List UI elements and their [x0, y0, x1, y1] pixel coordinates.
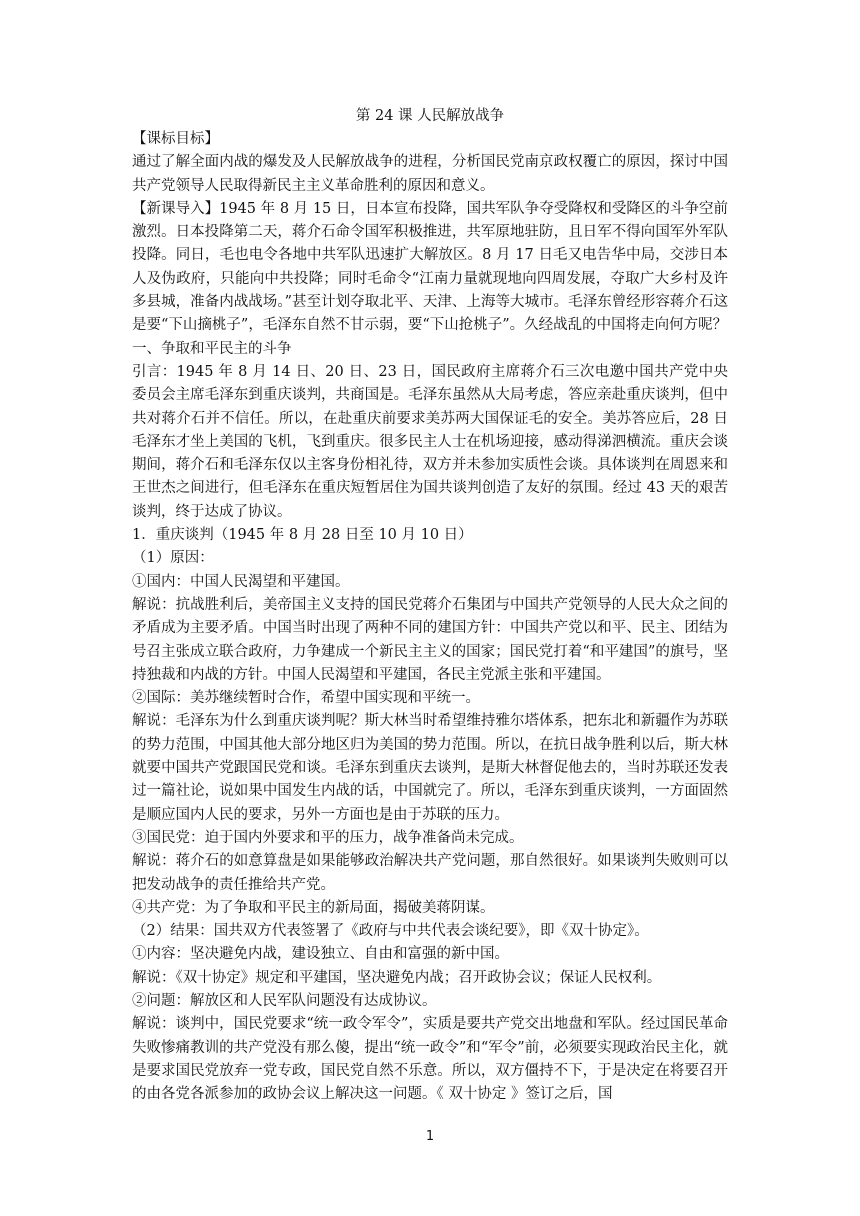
paragraph: （2）结果：国共双方代表签署了《政府与中共代表会谈纪要》，即《双十协定》。 — [132, 923, 649, 940]
paragraph: 一、争取和平民主的斗争 — [132, 340, 292, 357]
document-body — [132, 128, 728, 1106]
paragraph: 1．重庆谈判（1945 年 8 月 28 日至 10 月 10 日） — [132, 527, 473, 544]
paragraph: 解说：抗战胜利后，美帝国主义支持的国民党蒋介石集团与中国共产党领导的人民大众之间的矛盾成为主要矛盾。中国当时出现了两种不同的建国方针：中国共产党以和平、民主、团结为号召主张成立联合政府，力争建成一个新民主主义的国家；国民党打着“和平建国”的旗号，坚持独裁和内战的方针。中国人民渴望和平建国，各民主党派主张和平建国。 — [132, 596, 728, 683]
paragraph: 解说：谈判中，国民党要求“统一政令军令”，实质是要共产党交出地盘和军队。经过国民革命失败惨痛教训的共产党没有那么傻，提出“统一政令”和“军令”前，必须要实现政治民主化，就是要求国民党放弃一党专政，国民党自然不乐意。所以，双方僵持不下，于是决定在将要召开的由各党各派参加的政协会议上解决这一问题。《 双十协定 》签订之后，国 — [132, 1016, 728, 1103]
paragraph: ④共产党：为了争取和平民主的新局面，揭破美蒋阴谋。 — [132, 899, 495, 916]
paragraph: 解说：蒋介石的如意算盘是如果能够政治解决共产党问题，那自然很好。如果谈判失败则可以把发动战争的责任推给共产党。 — [132, 853, 728, 893]
paragraph: 【课标目标】 — [132, 131, 219, 147]
paragraph: 【新课导入】1945 年 8 月 15 日，日本宣布投降，国共军队争夺受降权和受降区的斗争空前激烈。日本投降第二天，蒋介石命令国军积极推进，共军原地驻防，且日军不得向国军外军队投降。同日，毛也电令各地中共军队迅速扩大解放区。8 月 17 日毛又电告华中局，交涉日本人及伪政府，只能向中共投降；同时毛命令“江南力量就现地向四周发展，夺取广大乡村及许多县城，准备内战战场。”甚至计划夺取北平、天津、上海等大城市。毛泽东曾经形容蒋介石这是要“下山摘桃子”，毛泽东自然不甘示弱，要“下山抢桃子”。久经战乱的中国将走向何方呢？ — [132, 200, 728, 334]
paragraph: ①国内：中国人民渴望和平建国。 — [132, 573, 350, 590]
document-title: 第 24 课 人民解放战争 — [355, 108, 505, 124]
paragraph: 通过了解全面内战的爆发及人民解放战争的进程，分析国民党南京政权覆亡的原因，探讨中国共产党领导人民取得新民主主义革命胜利的原因和意义。 — [132, 154, 728, 194]
page-number: 1 — [425, 1129, 435, 1144]
paragraph: （1）原因： — [132, 550, 214, 567]
paragraph: ②国际：美苏继续暂时合作，希望中国实现和平统一。 — [132, 690, 480, 707]
paragraph: 解说：毛泽东为什么到重庆谈判呢？斯大林当时希望维持雅尔塔体系，把东北和新疆作为苏联的势力范围，中国其他大部分地区归为美国的势力范围。所以，在抗日战争胜利以后，斯大林就要中国共产党跟国民党和谈。毛泽东到重庆去谈判，是斯大林督促他去的，当时苏联还发表过一篇社论，说如果中国发生内战的话，中国就完了。所以，毛泽东到重庆谈判，一方面固然是顺应国内人民的要求，另外一方面也是由于苏联的压力。 — [132, 713, 728, 823]
paragraph: 解说：《双十协定》规定和平建国，坚决避免内战；召开政协会议；保证人民权利。 — [132, 969, 662, 986]
paragraph: ②问题：解放区和人民军队问题没有达成协议。 — [132, 992, 437, 1009]
paragraph: 引言：1945 年 8 月 14 日、20 日、23 日，国民政府主席蒋介石三次电邀中国共产党中央委员会主席毛泽东到重庆谈判，共商国是。毛泽东虽然从大局考虑，答应亲赴重庆谈判，但中共对蒋介石并不信任。所以，在赴重庆前要求美苏两大国保证毛的安全。美苏答应后，28 日毛泽东才坐上美国的飞机，飞到重庆。很多民主人士在机场迎接，感动得涕泗横流。重庆会谈期间，蒋介石和毛泽东仅以主客身份相礼待，双方并未参加实质性会谈。具体谈判在周恩来和王世杰之间进行，但毛泽东在重庆短暂居住为国共谈判创造了友好的氛围。经过 43 天的艰苦谈判，终于达成了协议。 — [132, 363, 728, 520]
paragraph: ①内容：坚决避免内战，建设独立、自由和富强的新中国。 — [132, 946, 509, 963]
paragraph: ③国民党：迫于国内外要求和平的压力，战争准备尚未完成。 — [132, 829, 524, 846]
